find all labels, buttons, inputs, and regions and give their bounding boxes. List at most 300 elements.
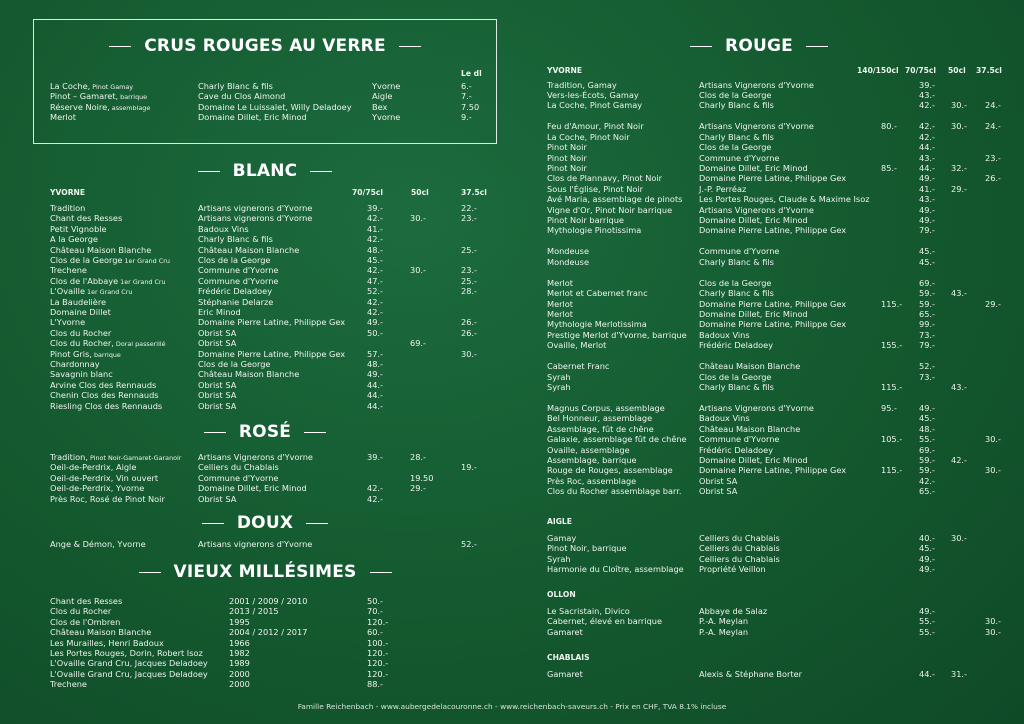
price-75cl: 57.- (367, 348, 383, 359)
price-75cl: 59.- (919, 454, 935, 465)
wine-name (50, 390, 159, 400)
wine-name-text: Chenin Clos des Rennauds (50, 390, 159, 401)
title-dash (204, 432, 226, 433)
wine-name: Pinot Noir barrique (547, 214, 624, 225)
title-dash (370, 572, 392, 573)
wine-name-text: Oeil-de-Perdrix, Yvorne (50, 483, 145, 494)
producer: Clos de la George (198, 359, 271, 369)
section-title-text: VIEUX MILLÉSIMES (173, 562, 357, 582)
producer: Obrist SA (699, 486, 738, 497)
price-75cl: 49.- (919, 553, 935, 564)
price-75cl: 59.- (919, 298, 935, 309)
price-75cl: 48.- (367, 244, 383, 255)
vintages: 2000 (229, 668, 250, 679)
producer: Commune d'Yvorne (699, 434, 780, 445)
price-75cl: 69.- (919, 444, 935, 455)
wine-name (50, 462, 136, 472)
wine-name-text: Domaine Dillet (50, 307, 111, 317)
price-75cl: 41.- (919, 183, 935, 194)
price-75cl: 52.- (367, 286, 383, 297)
wine-name (50, 245, 151, 255)
price-75cl: 44.- (919, 669, 935, 679)
price-37cl: 30.- (985, 434, 1001, 445)
wine-name (50, 401, 162, 411)
price-50cl: 30.- (951, 100, 967, 111)
price-75cl: 65.- (919, 486, 935, 497)
price: 6.- (461, 81, 472, 91)
wine-name: Clos de Plannavy, Pinot Noir (547, 173, 663, 184)
producer: Artisans Vignerons d'Yvorne (198, 452, 313, 462)
wine-name (50, 203, 85, 213)
wine-name (50, 112, 76, 122)
wine-name-text: La Coche, (50, 81, 91, 91)
wine-name: Pinot Noir (547, 162, 587, 173)
producer: Charly Blanc & fils (699, 100, 774, 111)
wine-name: Chant des Resses (50, 596, 123, 606)
price-150cl: 85.- (881, 162, 897, 173)
wine-name: Prestige Merlot d'Yvorne, barrique (547, 329, 687, 340)
section-title-text: ROSÉ (238, 422, 292, 442)
wine-name-text: Savagnin blanc (50, 369, 113, 380)
region-chablais: CHABLAIS (547, 653, 590, 662)
price-37cl: 26.- (985, 173, 1001, 184)
producer: Commune d'Yvorne (699, 152, 780, 163)
wine-name (50, 539, 146, 549)
price-37cl: 25.- (461, 275, 477, 286)
wine-name: Merlot (547, 308, 573, 319)
col-header-dl: Le dl (461, 69, 482, 78)
price-150cl: 115.- (881, 298, 903, 309)
producer: Domaine Dillet, Eric Minod (198, 112, 307, 123)
price-75cl: 49.- (919, 402, 935, 413)
section-title-doux (33, 513, 497, 533)
wine-note: 1er Grand Cru (122, 257, 170, 265)
price: 60.- (367, 627, 383, 638)
producer: Artisans vignerons d'Yvorne (198, 203, 313, 213)
price-50cl: 29.- (951, 183, 967, 194)
producer: Alexis & Stéphane Borter (699, 669, 803, 679)
wine-name: Cabernet Franc (547, 361, 610, 372)
price: 50.- (367, 596, 383, 606)
vintages: 1982 (229, 648, 250, 658)
price-37cl: 30.- (985, 465, 1001, 476)
producer: Artisans Vignerons d'Yvorne (699, 121, 814, 132)
producer: Artisans vignerons d'Yvorne (198, 539, 313, 549)
producer: Domaine Le Luissalet, Willy Deladoey (198, 101, 352, 112)
wine-name (50, 234, 98, 244)
wine-note: Doral passerillé (113, 340, 166, 349)
price: 120.- (367, 658, 389, 669)
wine-name-text: A la George (50, 234, 98, 245)
producer: Artisans Vignerons d'Yvorne (699, 204, 814, 215)
wine-name-text: Clos de la George (50, 255, 123, 265)
price-50cl: 69.- (410, 338, 426, 349)
col-header-150cl: 140/150cl (857, 66, 899, 75)
vintages: 2001 / 2009 / 2010 (229, 596, 308, 606)
price-75cl: 59.- (919, 465, 935, 476)
price: 100.- (367, 637, 389, 648)
wine-name-text: Chardonnay (50, 359, 100, 369)
price-50cl: 19.50 (410, 472, 434, 483)
wine-name: Bel Honneur, assemblage (547, 413, 653, 424)
region-aigle: AIGLE (547, 517, 572, 526)
title-dash (310, 171, 332, 172)
price-150cl: 95.- (881, 402, 897, 413)
col-header-50cl: 50cl (411, 188, 429, 197)
wine-name: Merlot et Cabernet franc (547, 288, 648, 299)
producer: Obrist SA (699, 475, 738, 486)
title-dash (139, 572, 161, 573)
price-75cl: 45.- (919, 543, 935, 554)
wine-name: Mythologie Merlotissima (547, 319, 647, 330)
wine-name (50, 224, 107, 234)
producer: Charly Blanc & fils (699, 131, 774, 142)
producer: Château Maison Blanche (198, 369, 300, 380)
price-75cl: 45.- (919, 246, 935, 257)
wine-name (50, 369, 113, 379)
wine-name: Merlot (547, 298, 573, 309)
price-37cl: 30.- (985, 626, 1001, 637)
price-75cl: 42.- (919, 475, 935, 486)
vintages: 1966 (229, 637, 250, 648)
wine-name: Harmonie du Cloître, assemblage (547, 564, 684, 575)
region-yvorne: YVORNE (547, 66, 583, 75)
price-37cl: 19.- (461, 462, 477, 473)
wine-name (50, 494, 165, 504)
producer: Clos de la George (699, 142, 772, 153)
wine-note: 1er Grand Cru (84, 288, 133, 297)
price-75cl: 49.- (919, 606, 935, 616)
producer: Clos de la George (198, 255, 271, 265)
price-75cl: 59.- (919, 288, 935, 299)
price-37cl: 23.- (461, 213, 477, 224)
wine-note: barrique (118, 93, 148, 102)
price-150cl: 115.- (881, 381, 903, 392)
price-75cl: 49.- (919, 173, 935, 184)
price-75cl: 79.- (919, 340, 935, 351)
wine-name: La Coche, Pinot Noir (547, 131, 630, 142)
wine-name (50, 359, 100, 369)
wine-name-text: Oeil-de-Perdrix, Vin ouvert (50, 472, 159, 483)
title-dash (109, 46, 131, 47)
section-title-text: CRUS ROUGES AU VERRE (144, 36, 386, 56)
producer: Domaine Pierre Latine, Philippe Gex (699, 465, 847, 476)
price: 120.- (367, 648, 389, 658)
vintages: 1989 (229, 658, 250, 669)
wine-name (50, 265, 87, 275)
wine-name: Syrah (547, 371, 571, 382)
price: 9.- (461, 112, 472, 123)
producer: Obrist SA (198, 338, 237, 349)
section-title-text: BLANC (232, 161, 298, 181)
producer: Commune d'Yvorne (198, 265, 279, 276)
wine-name: Ovaille, Merlot (547, 340, 607, 351)
wine-name: Pinot Noir, barrique (547, 543, 627, 554)
price-75cl: 55.- (919, 616, 935, 627)
wine-note: barrique (91, 350, 121, 359)
producer: Clos de la George (699, 371, 772, 382)
wine-name: Trechene (50, 679, 87, 690)
producer: Artisans Vignerons d'Yvorne (699, 79, 814, 90)
wine-name-text: Château Maison Blanche (50, 244, 152, 255)
price: 88.- (367, 679, 383, 690)
price-50cl: 30.- (951, 533, 967, 543)
wine-name (50, 213, 122, 223)
producer: Domaine Pierre Latine, Philippe Gex (699, 173, 847, 184)
wine-note: assemblage (109, 103, 151, 112)
place: Aigle (372, 91, 393, 102)
vintages: 2013 / 2015 (229, 606, 279, 617)
vintages: 2004 / 2012 / 2017 (229, 627, 308, 638)
producer: Domaine Pierre Latine, Philippe Gex (699, 298, 847, 309)
price-37cl: 30.- (461, 348, 477, 359)
price-75cl: 45.- (919, 413, 935, 424)
price-75cl: 44.- (919, 142, 935, 153)
producer: Domaine Dillet, Eric Minod (198, 483, 307, 494)
price-50cl: 43.- (951, 381, 967, 392)
wine-name: Syrah (547, 381, 571, 392)
section-title-blanc (33, 161, 497, 181)
producer: Badoux Vins (699, 413, 750, 424)
producer: Domaine Pierre Latine, Philippe Gex (198, 348, 346, 359)
wine-name-text: Clos de l'Abbaye (50, 275, 119, 286)
producer: Obrist SA (198, 327, 237, 338)
wine-name-text: Pinot Gris, (50, 348, 92, 359)
producer: Charly Blanc & fils (699, 381, 774, 392)
price-50cl: 30.- (410, 213, 426, 224)
price-75cl: 42.- (919, 121, 935, 132)
wine-name-text: Oeil-de-Perdrix, Aigle (50, 462, 137, 473)
producer: Domaine Pierre Latine, Philippe Gex (699, 319, 847, 330)
producer: Frédéric Deladoey (198, 286, 273, 297)
price: 7.- (461, 91, 472, 102)
price-50cl: 42.- (951, 454, 967, 465)
wine-name: Tradition, Gamay (547, 79, 617, 90)
price-75cl: 42.- (919, 131, 935, 142)
title-dash (399, 46, 421, 47)
wine-name (50, 328, 111, 338)
wine-name-text: Chant des Resses (50, 213, 123, 224)
price: 120.- (367, 616, 389, 627)
price-75cl: 42.- (367, 234, 383, 245)
price-75cl: 44.- (367, 379, 383, 390)
title-dash (806, 46, 828, 47)
price-75cl: 49.- (919, 564, 935, 575)
producer: Obrist SA (198, 400, 237, 411)
producer: Commune d'Yvorne (198, 275, 279, 286)
wine-name-text: Près Roc, Rosé de Pinot Noir (50, 493, 165, 504)
title-dash (306, 523, 328, 524)
price-37cl: 30.- (985, 616, 1001, 627)
price-75cl: 39.- (919, 79, 935, 90)
wine-name (50, 473, 158, 483)
wine-name: Sous l'Église, Pinot Noir (547, 183, 644, 194)
price-75cl: 47.- (367, 275, 383, 286)
price-75cl: 73.- (919, 329, 935, 340)
price-37cl: 28.- (461, 286, 477, 297)
price-37cl: 26.- (461, 317, 477, 328)
producer: Charly Blanc & fils (198, 81, 273, 91)
price-75cl: 44.- (919, 162, 935, 173)
price-75cl: 79.- (919, 225, 935, 236)
vintages: 2000 (229, 679, 250, 690)
vintages: 1995 (229, 616, 250, 627)
wine-name: Mondeuse (547, 256, 589, 267)
price-37cl: 24.- (985, 121, 1001, 132)
wine-name: Syrah (547, 553, 571, 564)
producer: Abbaye de Salaz (699, 606, 768, 616)
producer: Clos de la George (699, 89, 772, 100)
price-75cl: 42.- (367, 307, 383, 317)
section-title-text: DOUX (236, 513, 294, 533)
wine-name-text: L'Ovaille (50, 286, 85, 297)
wine-name (50, 307, 111, 317)
wine-name: Assemblage, fût de chêne (547, 423, 654, 434)
wine-name-text: Tradition (50, 203, 86, 213)
producer: Domaine Dillet, Eric Minod (699, 162, 808, 173)
price-37cl: 25.- (461, 244, 477, 255)
title-dash (690, 46, 712, 47)
producer: Charly Blanc & fils (699, 288, 774, 299)
wine-name: Le Sacristain, Divico (547, 606, 630, 616)
producer: Frédéric Deladoey (699, 444, 774, 455)
price-50cl: 29.- (410, 483, 426, 494)
price: 120.- (367, 668, 389, 679)
price-75cl: 40.- (919, 533, 935, 543)
title-dash (304, 432, 326, 433)
wine-name (50, 380, 156, 390)
place: Yvorne (372, 81, 401, 91)
price-75cl: 39.- (367, 203, 383, 213)
wine-name: Mondeuse (547, 246, 589, 257)
producer: Celliers du Chablais (699, 543, 780, 554)
price-75cl: 69.- (919, 277, 935, 288)
price-37cl: 29.- (985, 298, 1001, 309)
price-50cl: 30.- (410, 265, 426, 276)
producer: Stéphanie Delarze (198, 296, 274, 307)
wine-name (50, 297, 106, 307)
producer: Domaine Dillet, Eric Minod (699, 308, 808, 319)
wine-name: Clos de l'Ombren (50, 616, 121, 627)
wine-name: Feu d'Amour, Pinot Noir (547, 121, 644, 132)
producer: Château Maison Blanche (699, 423, 801, 434)
price-50cl: 30.- (951, 121, 967, 132)
producer: Celliers du Chablais (699, 553, 780, 564)
wine-name: Vigne d'Or, Pinot Noir barrique (547, 204, 673, 215)
price-75cl: 49.- (367, 369, 383, 380)
producer: Domaine Dillet, Eric Minod (699, 214, 808, 225)
price-75cl: 43.- (919, 152, 935, 163)
price-37cl: 23.- (985, 152, 1001, 163)
wine-name: Les Murailles, Henri Badoux (50, 637, 164, 648)
producer: Eric Minod (198, 307, 241, 317)
wine-name: Avé Maria, assemblage de pinots (547, 194, 683, 205)
col-header-75cl-rouge: 70/75cl (905, 66, 937, 75)
producer: Commune d'Yvorne (699, 246, 780, 257)
price-75cl: 39.- (367, 452, 383, 462)
price-50cl: 43.- (951, 288, 967, 299)
producer: Obrist SA (198, 379, 237, 390)
price-75cl: 73.- (919, 371, 935, 382)
wine-name-text: Tradition, (50, 452, 88, 462)
price-37cl: 22.- (461, 203, 477, 213)
price-75cl: 49.- (367, 317, 383, 328)
producer: Clos de la George (699, 277, 772, 288)
price-37cl: 24.- (985, 100, 1001, 111)
footer: Famille Reichenbach - www.aubergedelacouronne.ch - www.reichenbach-saveurs.ch - Prix en CHF, TVA 8.1% incluse (297, 702, 727, 711)
producer: Badoux Vins (699, 329, 750, 340)
price-75cl: 43.- (919, 89, 935, 100)
price-150cl: 105.- (881, 434, 903, 445)
price-75cl: 49.- (919, 214, 935, 225)
producer: P.-A. Meylan (699, 626, 749, 637)
price-75cl: 55.- (919, 434, 935, 445)
wine-name: L'Ovaille Grand Cru, Jacques Deladoey (50, 658, 208, 669)
price-75cl: 55.- (919, 626, 935, 637)
producer: Charly Blanc & fils (198, 234, 273, 245)
producer: Celliers du Chablais (198, 462, 279, 473)
price: 7.50 (461, 101, 480, 112)
wine-name: Ovaille, assemblage (547, 444, 630, 455)
price-75cl: 50.- (367, 327, 383, 338)
price-50cl: 32.- (951, 162, 967, 173)
producer: Charly Blanc & fils (699, 256, 774, 267)
producer: Commune d'Yvorne (198, 472, 279, 483)
wine-name: Gamay (547, 533, 577, 543)
wine-name-text: Clos du Rocher, (50, 338, 114, 349)
producer: Château Maison Blanche (198, 244, 300, 255)
price: 70.- (367, 606, 383, 617)
price-75cl: 42.- (367, 265, 383, 276)
price-75cl: 42.- (367, 296, 383, 307)
producer: Obrist SA (198, 493, 237, 504)
producer: Cave du Clos Aimond (198, 91, 286, 102)
price-75cl: 44.- (367, 390, 383, 401)
wine-note: 1er Grand Cru (118, 277, 166, 286)
region-ollon: OLLON (547, 590, 576, 599)
wine-note: Pinot Gamay (90, 83, 134, 91)
price-75cl: 44.- (367, 400, 383, 411)
section-title-rose (33, 422, 497, 442)
producer: Propriété Veillon (699, 564, 766, 575)
wine-name-text: Réserve Noire, (50, 101, 110, 112)
price-75cl: 43.- (919, 194, 935, 205)
price-75cl: 42.- (367, 493, 383, 504)
price-37cl: 23.- (461, 265, 477, 276)
wine-name (50, 317, 85, 327)
price-75cl: 42.- (367, 483, 383, 494)
wine-name: Pinot Noir (547, 142, 587, 153)
wine-name: Magnus Corpus, assemblage (547, 402, 665, 413)
price-75cl: 48.- (919, 423, 935, 434)
wine-name-text: La Baudelière (50, 296, 107, 307)
producer: Artisans Vignerons d'Yvorne (699, 402, 814, 413)
producer: Domaine Dillet, Eric Minod (699, 454, 808, 465)
producer: Frédéric Deladoey (699, 340, 774, 351)
price-50cl: 31.- (951, 669, 967, 679)
wine-name: Cabernet, élevé en barrique (547, 616, 662, 627)
wine-note: Pinot Noir-Gamaret-Garanoir (87, 454, 182, 462)
producer: P.-A. Meylan (699, 616, 749, 627)
producer: J.-P. Perréaz (699, 183, 747, 194)
wine-name: Vers-les-Écots, Gamay (547, 89, 639, 100)
wine-name: Pinot Noir (547, 152, 587, 163)
price-75cl: 48.- (367, 359, 383, 369)
price-75cl: 42.- (367, 213, 383, 224)
section-title-text: ROUGE (725, 36, 793, 56)
wine-name: Merlot (547, 277, 573, 288)
price-75cl: 45.- (919, 256, 935, 267)
